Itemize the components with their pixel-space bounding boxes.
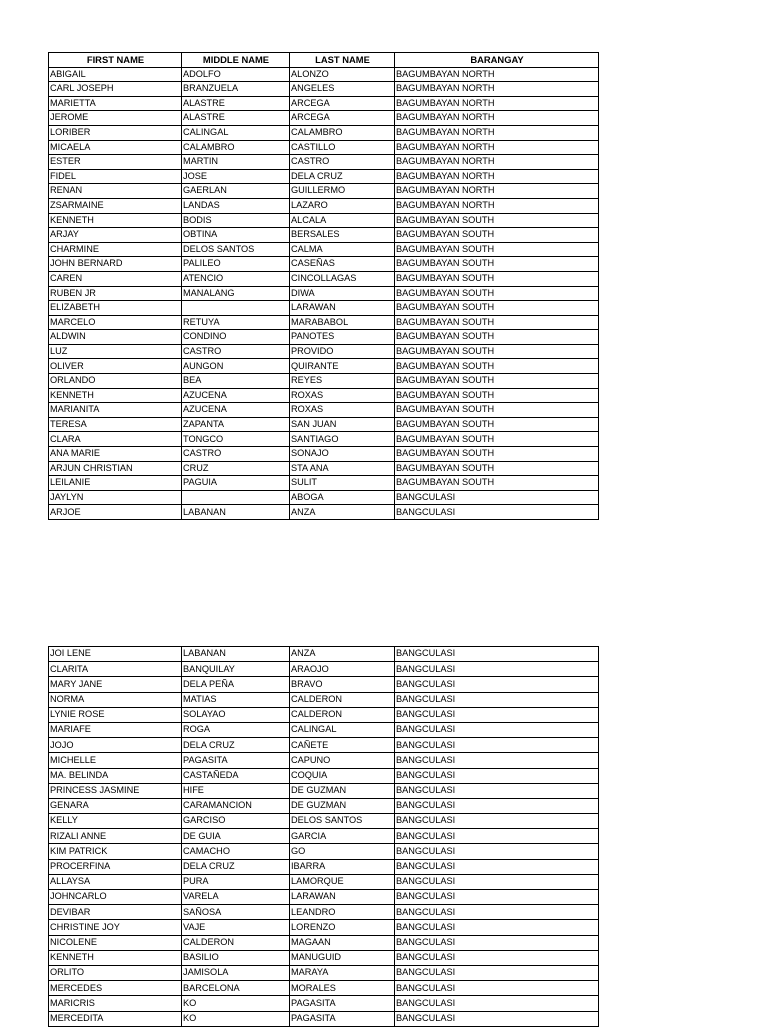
barangay-cell: BANGCULASI: [395, 692, 599, 707]
table-row: [49, 228, 599, 243]
table-row: [49, 417, 599, 432]
middle-name-cell: PALILEO: [182, 257, 290, 272]
first-name-cell: KENNETH: [49, 388, 182, 403]
last-name-cell: SULIT: [290, 476, 395, 491]
middle-name-cell: PAGASITA: [182, 753, 290, 768]
first-name-cell: KENNETH: [49, 213, 182, 228]
first-name-cell: MA. BELINDA: [49, 768, 182, 783]
table-row: [49, 432, 599, 447]
barangay-cell: BAGUMBAYAN SOUTH: [395, 403, 599, 418]
barangay-cell: BANGCULASI: [395, 890, 599, 905]
table-row: [49, 388, 599, 403]
barangay-cell: BAGUMBAYAN SOUTH: [395, 344, 599, 359]
table-row: [49, 67, 599, 82]
middle-name-cell: BANQUILAY: [182, 662, 290, 677]
last-name-cell: ALCALA: [290, 213, 395, 228]
barangay-cell: BANGCULASI: [395, 768, 599, 783]
middle-name-cell: CONDINO: [182, 330, 290, 345]
first-name-cell: CLARA: [49, 432, 182, 447]
names-table-1: [48, 52, 599, 520]
table-row: [49, 981, 599, 996]
last-name-cell: MANUGUID: [290, 950, 395, 965]
table-row: [49, 707, 599, 722]
table-row: [49, 271, 599, 286]
last-name-cell: PAGASITA: [290, 996, 395, 1011]
first-name-cell: ESTER: [49, 155, 182, 170]
table-row: [49, 213, 599, 228]
last-name-cell: CAPUNO: [290, 753, 395, 768]
barangay-cell: BANGCULASI: [395, 647, 599, 662]
last-name-cell: PROVIDO: [290, 344, 395, 359]
header-middle-name: MIDDLE NAME: [182, 53, 290, 68]
middle-name-cell: BARCELONA: [182, 981, 290, 996]
barangay-cell: BAGUMBAYAN NORTH: [395, 140, 599, 155]
middle-name-cell: CASTRO: [182, 344, 290, 359]
middle-name-cell: CASTRO: [182, 447, 290, 462]
middle-name-cell: SAÑOSA: [182, 905, 290, 920]
barangay-cell: BAGUMBAYAN SOUTH: [395, 315, 599, 330]
barangay-cell: BANGCULASI: [395, 920, 599, 935]
barangay-cell: BANGCULASI: [395, 677, 599, 692]
middle-name-cell: DE GUIA: [182, 829, 290, 844]
table-row: [49, 476, 599, 491]
first-name-cell: CLARITA: [49, 662, 182, 677]
middle-name-cell: ALASTRE: [182, 111, 290, 126]
last-name-cell: ABOGA: [290, 490, 395, 505]
last-name-cell: MORALES: [290, 981, 395, 996]
last-name-cell: ROXAS: [290, 403, 395, 418]
table-row: [49, 301, 599, 316]
first-name-cell: JAYLYN: [49, 490, 182, 505]
barangay-cell: BANGCULASI: [395, 505, 599, 520]
first-name-cell: OLIVER: [49, 359, 182, 374]
last-name-cell: ANZA: [290, 505, 395, 520]
middle-name-cell: BODIS: [182, 213, 290, 228]
middle-name-cell: AZUCENA: [182, 388, 290, 403]
middle-name-cell: DELA CRUZ: [182, 859, 290, 874]
barangay-cell: BAGUMBAYAN SOUTH: [395, 461, 599, 476]
table-row: [49, 829, 599, 844]
middle-name-cell: GARCISO: [182, 814, 290, 829]
last-name-cell: LAZARO: [290, 198, 395, 213]
middle-name-cell: ADOLFO: [182, 67, 290, 82]
first-name-cell: MARY JANE: [49, 677, 182, 692]
table-row: [49, 169, 599, 184]
last-name-cell: PAGASITA: [290, 1011, 395, 1026]
last-name-cell: CALDERON: [290, 692, 395, 707]
first-name-cell: ARJAY: [49, 228, 182, 243]
table-row: [49, 920, 599, 935]
table-row: [49, 890, 599, 905]
first-name-cell: KELLY: [49, 814, 182, 829]
last-name-cell: LEANDRO: [290, 905, 395, 920]
table-row: [49, 798, 599, 813]
last-name-cell: SAN JUAN: [290, 417, 395, 432]
header-row: [49, 53, 599, 68]
table-row: [49, 330, 599, 345]
first-name-cell: TERESA: [49, 417, 182, 432]
first-name-cell: LORIBER: [49, 125, 182, 140]
last-name-cell: CALINGAL: [290, 722, 395, 737]
last-name-cell: SANTIAGO: [290, 432, 395, 447]
last-name-cell: ROXAS: [290, 388, 395, 403]
middle-name-cell: MARTIN: [182, 155, 290, 170]
table-row: [49, 859, 599, 874]
last-name-cell: CAÑETE: [290, 738, 395, 753]
last-name-cell: GUILLERMO: [290, 184, 395, 199]
barangay-cell: BANGCULASI: [395, 950, 599, 965]
last-name-cell: CALAMBRO: [290, 125, 395, 140]
table-row: [49, 722, 599, 737]
first-name-cell: ALDWIN: [49, 330, 182, 345]
first-name-cell: MARCELO: [49, 315, 182, 330]
first-name-cell: JOJO: [49, 738, 182, 753]
barangay-cell: BAGUMBAYAN NORTH: [395, 184, 599, 199]
table-row: [49, 965, 599, 980]
middle-name-cell: JAMISOLA: [182, 965, 290, 980]
table-row: [49, 874, 599, 889]
table-row: [49, 125, 599, 140]
middle-name-cell: JOSE: [182, 169, 290, 184]
first-name-cell: ELIZABETH: [49, 301, 182, 316]
names-table-2: [48, 646, 599, 1027]
middle-name-cell: AUNGON: [182, 359, 290, 374]
middle-name-cell: HIFE: [182, 783, 290, 798]
first-name-cell: PROCERFINA: [49, 859, 182, 874]
barangay-cell: BAGUMBAYAN SOUTH: [395, 228, 599, 243]
middle-name-cell: VAJE: [182, 920, 290, 935]
barangay-cell: BANGCULASI: [395, 965, 599, 980]
barangay-cell: BAGUMBAYAN SOUTH: [395, 242, 599, 257]
first-name-cell: ARJUN CHRISTIAN: [49, 461, 182, 476]
barangay-cell: BAGUMBAYAN NORTH: [395, 96, 599, 111]
table-row: [49, 490, 599, 505]
table-row: [49, 344, 599, 359]
first-name-cell: JEROME: [49, 111, 182, 126]
barangay-cell: BANGCULASI: [395, 996, 599, 1011]
middle-name-cell: CAMACHO: [182, 844, 290, 859]
barangay-cell: BAGUMBAYAN NORTH: [395, 82, 599, 97]
barangay-cell: BANGCULASI: [395, 814, 599, 829]
barangay-cell: BAGUMBAYAN NORTH: [395, 67, 599, 82]
barangay-cell: BANGCULASI: [395, 738, 599, 753]
first-name-cell: ALLAYSA: [49, 874, 182, 889]
barangay-cell: BAGUMBAYAN NORTH: [395, 155, 599, 170]
middle-name-cell: GAERLAN: [182, 184, 290, 199]
table-row: [49, 905, 599, 920]
last-name-cell: CALDERON: [290, 707, 395, 722]
last-name-cell: DELOS SANTOS: [290, 814, 395, 829]
barangay-cell: BAGUMBAYAN NORTH: [395, 125, 599, 140]
table-row: [49, 814, 599, 829]
middle-name-cell: CALAMBRO: [182, 140, 290, 155]
barangay-cell: BAGUMBAYAN NORTH: [395, 111, 599, 126]
last-name-cell: ALONZO: [290, 67, 395, 82]
first-name-cell: CARL JOSEPH: [49, 82, 182, 97]
first-name-cell: RIZALI ANNE: [49, 829, 182, 844]
table-row: [49, 783, 599, 798]
barangay-cell: BAGUMBAYAN SOUTH: [395, 330, 599, 345]
first-name-cell: LUZ: [49, 344, 182, 359]
first-name-cell: ABIGAIL: [49, 67, 182, 82]
barangay-cell: BANGCULASI: [395, 722, 599, 737]
first-name-cell: JOI LENE: [49, 647, 182, 662]
table-row: [49, 155, 599, 170]
table-row: [49, 738, 599, 753]
first-name-cell: ANA MARIE: [49, 447, 182, 462]
table-row: [49, 647, 599, 662]
middle-name-cell: DELA PEÑA: [182, 677, 290, 692]
middle-name-cell: CALDERON: [182, 935, 290, 950]
last-name-cell: IBARRA: [290, 859, 395, 874]
last-name-cell: GO: [290, 844, 395, 859]
first-name-cell: CAREN: [49, 271, 182, 286]
first-name-cell: RENAN: [49, 184, 182, 199]
last-name-cell: CALMA: [290, 242, 395, 257]
table-row: [49, 768, 599, 783]
middle-name-cell: SOLAYAO: [182, 707, 290, 722]
header-barangay: BARANGAY: [395, 53, 599, 68]
first-name-cell: NORMA: [49, 692, 182, 707]
barangay-cell: BANGCULASI: [395, 783, 599, 798]
last-name-cell: LARAWAN: [290, 890, 395, 905]
last-name-cell: COQUIA: [290, 768, 395, 783]
table-row: [49, 198, 599, 213]
middle-name-cell: ROGA: [182, 722, 290, 737]
middle-name-cell: LABANAN: [182, 647, 290, 662]
middle-name-cell: DELOS SANTOS: [182, 242, 290, 257]
last-name-cell: DE GUZMAN: [290, 798, 395, 813]
table-row: [49, 315, 599, 330]
last-name-cell: LARAWAN: [290, 301, 395, 316]
first-name-cell: LEILANIE: [49, 476, 182, 491]
first-name-cell: RUBEN JR: [49, 286, 182, 301]
middle-name-cell: CASTAÑEDA: [182, 768, 290, 783]
last-name-cell: SONAJO: [290, 447, 395, 462]
barangay-cell: BAGUMBAYAN NORTH: [395, 169, 599, 184]
middle-name-cell: PAGUIA: [182, 476, 290, 491]
middle-name-cell: KO: [182, 996, 290, 1011]
last-name-cell: STA ANA: [290, 461, 395, 476]
table-row: [49, 996, 599, 1011]
barangay-cell: BAGUMBAYAN SOUTH: [395, 388, 599, 403]
table-2-body: [49, 647, 599, 1027]
middle-name-cell: VARELA: [182, 890, 290, 905]
barangay-cell: BANGCULASI: [395, 981, 599, 996]
last-name-cell: REYES: [290, 374, 395, 389]
barangay-cell: BAGUMBAYAN SOUTH: [395, 213, 599, 228]
middle-name-cell: AZUCENA: [182, 403, 290, 418]
first-name-cell: ORLITO: [49, 965, 182, 980]
barangay-cell: BAGUMBAYAN SOUTH: [395, 432, 599, 447]
barangay-cell: BANGCULASI: [395, 874, 599, 889]
first-name-cell: GENARA: [49, 798, 182, 813]
barangay-cell: BANGCULASI: [395, 1011, 599, 1026]
barangay-cell: BANGCULASI: [395, 829, 599, 844]
middle-name-cell: RETUYA: [182, 315, 290, 330]
last-name-cell: ARCEGA: [290, 111, 395, 126]
first-name-cell: MARIETTA: [49, 96, 182, 111]
table-row: [49, 505, 599, 520]
last-name-cell: ARAOJO: [290, 662, 395, 677]
first-name-cell: KIM PATRICK: [49, 844, 182, 859]
header-last-name: LAST NAME: [290, 53, 395, 68]
first-name-cell: JOHNCARLO: [49, 890, 182, 905]
last-name-cell: ANGELES: [290, 82, 395, 97]
barangay-cell: BAGUMBAYAN SOUTH: [395, 286, 599, 301]
last-name-cell: MAGAAN: [290, 935, 395, 950]
first-name-cell: DEVIBAR: [49, 905, 182, 920]
first-name-cell: KENNETH: [49, 950, 182, 965]
middle-name-cell: KO: [182, 1011, 290, 1026]
table-row: [49, 184, 599, 199]
last-name-cell: BERSALES: [290, 228, 395, 243]
barangay-cell: BANGCULASI: [395, 935, 599, 950]
barangay-cell: BANGCULASI: [395, 707, 599, 722]
barangay-cell: BANGCULASI: [395, 490, 599, 505]
barangay-cell: BAGUMBAYAN NORTH: [395, 198, 599, 213]
last-name-cell: PANOTES: [290, 330, 395, 345]
middle-name-cell: [182, 301, 290, 316]
first-name-cell: JOHN BERNARD: [49, 257, 182, 272]
middle-name-cell: BEA: [182, 374, 290, 389]
first-name-cell: MICAELA: [49, 140, 182, 155]
last-name-cell: DE GUZMAN: [290, 783, 395, 798]
middle-name-cell: MATIAS: [182, 692, 290, 707]
first-name-cell: ZSARMAINE: [49, 198, 182, 213]
barangay-cell: BAGUMBAYAN SOUTH: [395, 476, 599, 491]
barangay-cell: BANGCULASI: [395, 859, 599, 874]
table-row: [49, 461, 599, 476]
last-name-cell: CASEÑAS: [290, 257, 395, 272]
first-name-cell: CHRISTINE JOY: [49, 920, 182, 935]
barangay-cell: BAGUMBAYAN SOUTH: [395, 271, 599, 286]
table-row: [49, 677, 599, 692]
barangay-cell: BANGCULASI: [395, 753, 599, 768]
last-name-cell: CASTRO: [290, 155, 395, 170]
middle-name-cell: OBTINA: [182, 228, 290, 243]
table-row: [49, 82, 599, 97]
last-name-cell: ARCEGA: [290, 96, 395, 111]
middle-name-cell: ATENCIO: [182, 271, 290, 286]
first-name-cell: MICHELLE: [49, 753, 182, 768]
first-name-cell: NICOLENE: [49, 935, 182, 950]
barangay-cell: BAGUMBAYAN SOUTH: [395, 374, 599, 389]
header-first-name: FIRST NAME: [49, 53, 182, 68]
last-name-cell: ANZA: [290, 647, 395, 662]
first-name-cell: LYNIE ROSE: [49, 707, 182, 722]
first-name-cell: MARIANITA: [49, 403, 182, 418]
table-row: [49, 111, 599, 126]
table-row: [49, 844, 599, 859]
table-row: [49, 447, 599, 462]
first-name-cell: PRINCESS JASMINE: [49, 783, 182, 798]
first-name-cell: ORLANDO: [49, 374, 182, 389]
first-name-cell: CHARMINE: [49, 242, 182, 257]
table-row: [49, 662, 599, 677]
middle-name-cell: LABANAN: [182, 505, 290, 520]
last-name-cell: DELA CRUZ: [290, 169, 395, 184]
middle-name-cell: ZAPANTA: [182, 417, 290, 432]
barangay-cell: BANGCULASI: [395, 798, 599, 813]
barangay-cell: BANGCULASI: [395, 905, 599, 920]
barangay-cell: BAGUMBAYAN SOUTH: [395, 417, 599, 432]
middle-name-cell: MANALANG: [182, 286, 290, 301]
last-name-cell: DIWA: [290, 286, 395, 301]
middle-name-cell: DELA CRUZ: [182, 738, 290, 753]
middle-name-cell: PURA: [182, 874, 290, 889]
table-row: [49, 950, 599, 965]
first-name-cell: MARICRIS: [49, 996, 182, 1011]
last-name-cell: CINCOLLAGAS: [290, 271, 395, 286]
barangay-cell: BANGCULASI: [395, 662, 599, 677]
middle-name-cell: CALINGAL: [182, 125, 290, 140]
last-name-cell: GARCIA: [290, 829, 395, 844]
middle-name-cell: CARAMANCION: [182, 798, 290, 813]
last-name-cell: BRAVO: [290, 677, 395, 692]
table-row: [49, 140, 599, 155]
last-name-cell: LORENZO: [290, 920, 395, 935]
table-row: [49, 753, 599, 768]
table-row: [49, 374, 599, 389]
table-row: [49, 257, 599, 272]
table-row: [49, 96, 599, 111]
barangay-cell: BAGUMBAYAN SOUTH: [395, 301, 599, 316]
middle-name-cell: BASILIO: [182, 950, 290, 965]
last-name-cell: MARAYA: [290, 965, 395, 980]
last-name-cell: CASTILLO: [290, 140, 395, 155]
first-name-cell: MARIAFE: [49, 722, 182, 737]
first-name-cell: MERCEDES: [49, 981, 182, 996]
table-1-body: [49, 67, 599, 519]
middle-name-cell: ALASTRE: [182, 96, 290, 111]
first-name-cell: MERCEDITA: [49, 1011, 182, 1026]
barangay-cell: BAGUMBAYAN SOUTH: [395, 447, 599, 462]
middle-name-cell: CRUZ: [182, 461, 290, 476]
middle-name-cell: LANDAS: [182, 198, 290, 213]
barangay-cell: BAGUMBAYAN SOUTH: [395, 257, 599, 272]
table-row: [49, 403, 599, 418]
last-name-cell: QUIRANTE: [290, 359, 395, 374]
last-name-cell: MARABABOL: [290, 315, 395, 330]
middle-name-cell: BRANZUELA: [182, 82, 290, 97]
table-row: [49, 692, 599, 707]
barangay-cell: BANGCULASI: [395, 844, 599, 859]
last-name-cell: LAMORQUE: [290, 874, 395, 889]
middle-name-cell: TONGCO: [182, 432, 290, 447]
table-row: [49, 935, 599, 950]
first-name-cell: FIDEL: [49, 169, 182, 184]
table-row: [49, 359, 599, 374]
middle-name-cell: [182, 490, 290, 505]
first-name-cell: ARJOE: [49, 505, 182, 520]
table-row: [49, 286, 599, 301]
barangay-cell: BAGUMBAYAN SOUTH: [395, 359, 599, 374]
table-row: [49, 242, 599, 257]
